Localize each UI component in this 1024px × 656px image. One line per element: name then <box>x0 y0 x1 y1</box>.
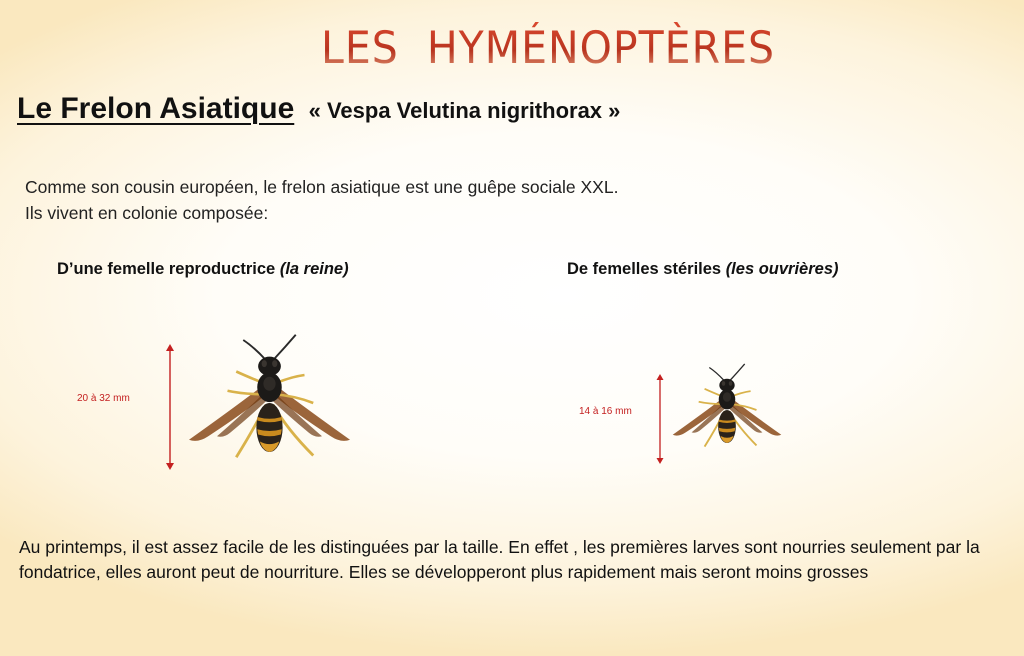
species-latin-name: « Vespa Velutina nigrithorax » <box>308 98 621 123</box>
queen-size-arrow-icon <box>162 342 178 472</box>
intro-line-2: Ils vivent en colonie composée: <box>25 203 269 223</box>
worker-size-label: 14 à 16 mm <box>579 406 632 417</box>
queen-hornet-icon <box>182 328 357 478</box>
queen-caption-italic: (la reine) <box>279 260 349 278</box>
intro-text <box>25 174 618 226</box>
worker-caption-text: De femelles stériles <box>567 260 726 278</box>
page-title: LES HYMÉNOPTÈRES <box>0 22 1024 74</box>
worker-hornet-icon <box>668 360 786 460</box>
worker-size-arrow-icon <box>653 372 667 466</box>
queen-caption-text: D’une femelle reproductrice <box>57 260 280 278</box>
queen-caption <box>57 260 349 279</box>
queen-size-label: 20 à 32 mm <box>77 393 130 404</box>
species-common-name: Le Frelon Asiatique <box>17 92 295 125</box>
worker-caption <box>567 260 839 279</box>
closing-paragraph: Au printemps, il est assez facile de les distinguées par la taille. En effet , les premières larves sont nourries seulement par la fondatrice, elles auront peut de nourriture. Elles se développeront plus rapidement mais seront moins grosses <box>19 537 980 582</box>
intro-line-1: Comme son cousin européen, le frelon asiatique est une guêpe sociale XXL. <box>25 177 619 197</box>
worker-caption-italic: (les ouvrières) <box>725 260 839 278</box>
species-heading <box>17 92 620 126</box>
